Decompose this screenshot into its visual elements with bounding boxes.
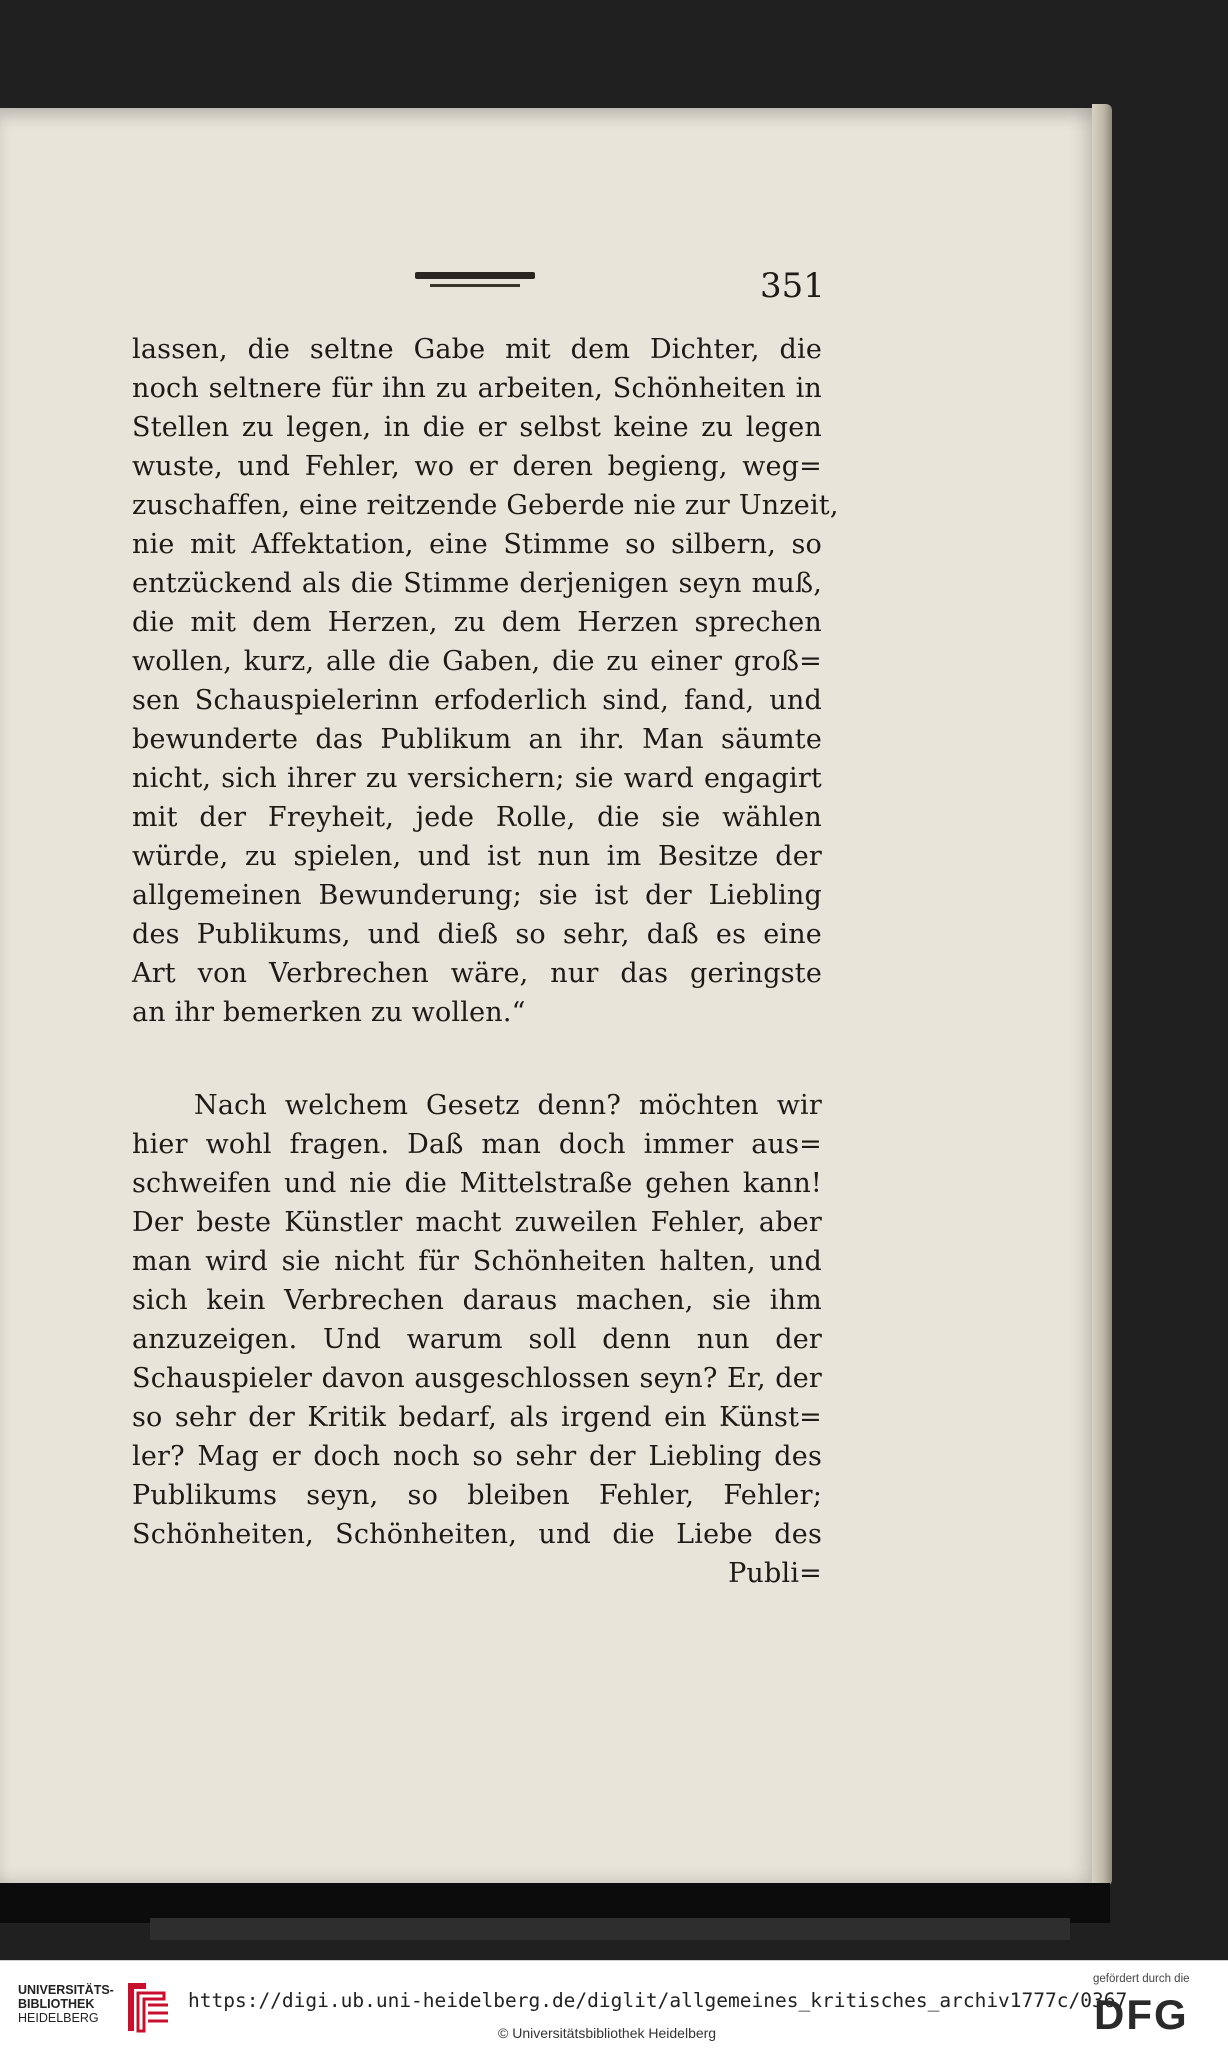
text-line: schweifen und nie die Mittelstraße gehen kann! [132, 1168, 822, 1199]
text-line: wollen, kurz, alle die Gaben, die zu einer groß= [132, 646, 822, 677]
text-line: mit der Freyheit, jede Rolle, die sie wählen [132, 802, 822, 833]
text-line: die mit dem Herzen, zu dem Herzen sprechen [132, 607, 822, 638]
header-ornament-rule [415, 272, 535, 279]
funded-by-label: gefördert durch die [1093, 1973, 1190, 1985]
text-line: anzuzeigen. Und warum soll denn nun der [132, 1324, 822, 1355]
copyright-notice: © Universitätsbibliothek Heidelberg [498, 2025, 717, 2041]
text-line: Schönheiten, Schönheiten, und die Liebe des [132, 1519, 822, 1550]
library-name-line-3: HEIDELBERG [18, 2011, 99, 2025]
header-ornament-rule-lower [430, 284, 520, 287]
page-number: 351 [760, 266, 825, 306]
text-line: nie mit Affektation, eine Stimme so silbern, so [132, 529, 822, 560]
library-name-line-1: UNIVERSITÄTS- [18, 1983, 114, 1997]
text-line: bewunderte das Publikum an ihr. Man säumte [132, 724, 822, 755]
text-line: des Publikums, und dieß so sehr, daß es eine [132, 919, 822, 950]
dfg-logo-text: DFG [1094, 1991, 1189, 2035]
page-bottom-strip [150, 1918, 1070, 1940]
paragraph-1 [132, 330, 839, 1032]
text-line: Der beste Künstler macht zuweilen Fehler, aber [132, 1207, 822, 1238]
page-text [132, 330, 839, 1593]
text-line: entzückend als die Stimme derjenigen seyn muß, [132, 568, 822, 599]
text-line: sich kein Verbrechen daraus machen, sie ihm [132, 1285, 822, 1316]
text-line: allgemeinen Bewunderung; sie ist der Liebling [132, 880, 822, 911]
library-name-line-2: BIBLIOTHEK [18, 1997, 95, 2011]
text-line: nicht, sich ihrer zu versichern; sie ward engagirt [132, 763, 822, 794]
paragraph-gap [132, 1032, 822, 1086]
text-line: Stellen zu legen, in die er selbst keine zu legen [132, 412, 822, 443]
viewer-footer [0, 1960, 1228, 2052]
permalink-url[interactable]: https://digi.ub.uni-heidelberg.de/diglit/allgemeines_kritisches_archiv1777c/0367 [188, 1989, 1128, 2012]
text-line: Schauspieler davon ausgeschlossen seyn? Er, der [132, 1363, 822, 1394]
text-line: an ihr bemerken zu wollen.“ [132, 997, 526, 1028]
text-line: hier wohl fragen. Daß man doch immer aus= [132, 1129, 822, 1160]
text-line: Publikums seyn, so bleiben Fehler, Fehler; [132, 1480, 822, 1511]
library-logo-icon[interactable] [122, 1979, 170, 2035]
catchword: Publi= [728, 1558, 822, 1589]
text-line: würde, zu spielen, und ist nun im Besitze der [132, 841, 822, 872]
text-line: ler? Mag er doch noch so sehr der Liebling des [132, 1441, 822, 1472]
dfg-logo-icon[interactable] [1092, 1991, 1210, 2035]
text-line: noch seltnere für ihn zu arbeiten, Schönheiten in [132, 373, 822, 404]
page-bottom-shadow [0, 1883, 1110, 1923]
text-line: lassen, die seltne Gabe mit dem Dichter, die [132, 334, 822, 365]
text-line: sen Schauspielerinn erfoderlich sind, fand, und [132, 685, 822, 716]
text-line: Art von Verbrechen wäre, nur das geringste [132, 958, 822, 989]
text-line: wuste, und Fehler, wo er deren begieng, weg= [132, 451, 822, 482]
library-name[interactable] [18, 1983, 114, 2025]
text-line: Nach welchem Gesetz denn? möchten wir [194, 1090, 822, 1121]
text-line: man wird sie nicht für Schönheiten halten, und [132, 1246, 822, 1277]
text-line: so sehr der Kritik bedarf, als irgend ein Künst= [132, 1402, 822, 1433]
paragraph-2 [132, 1086, 822, 1554]
page-edge [1092, 104, 1112, 1886]
text-line: zuschaffen, eine reitzende Geberde nie zur Unzeit, [132, 490, 839, 521]
